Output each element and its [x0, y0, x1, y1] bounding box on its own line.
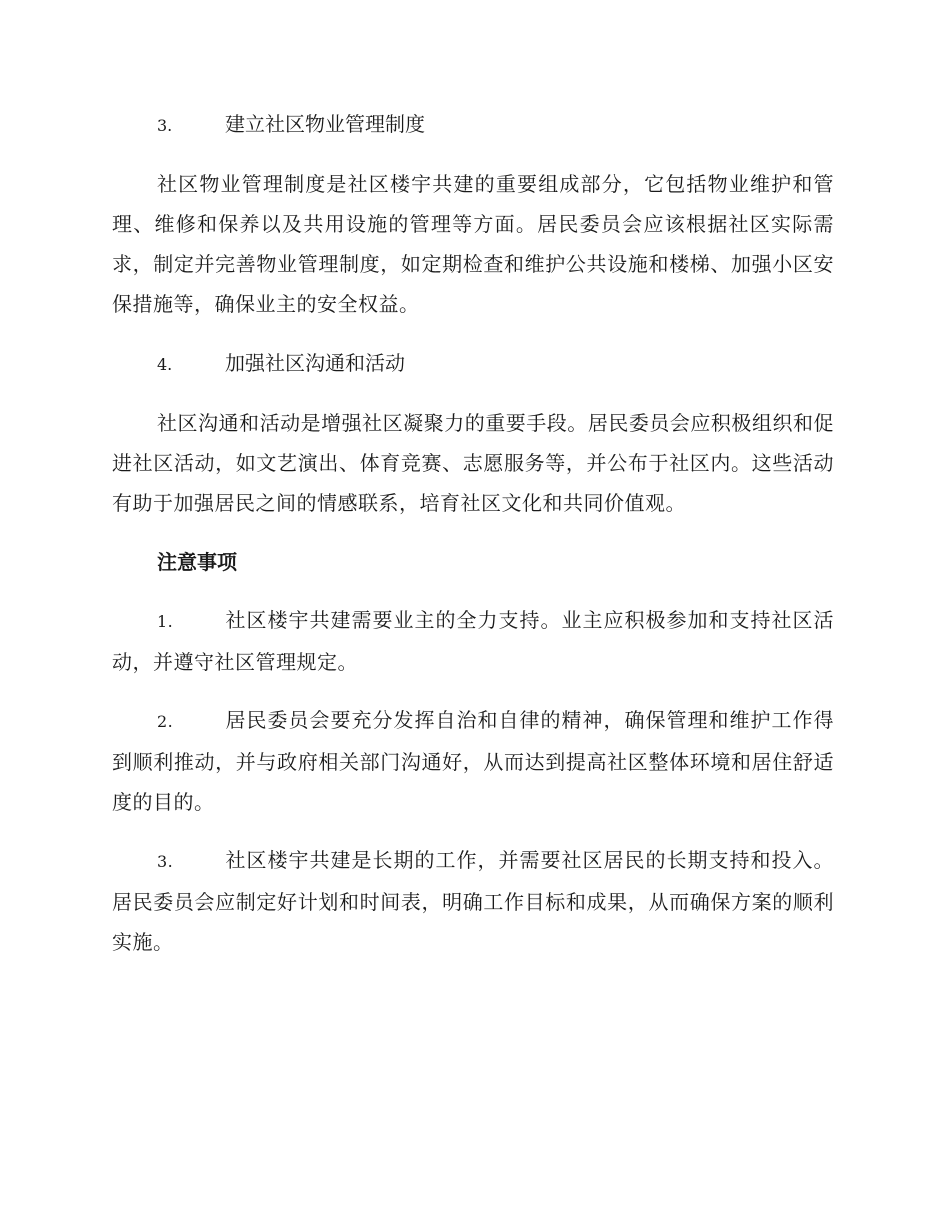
- section-body: 社区物业管理制度是社区楼宇共建的重要组成部分，它包括物业维护和管理、维修和保养以及共用设施的管理等方面。居民委员会应该根据社区实际需求，制定并完善物业管理制度，如定期检查和维护公共设施和楼梯、加强小区安保措施等，确保业主的安全权益。: [112, 172, 834, 316]
- note-item-3: [112, 840, 834, 962]
- section-heading-3: [112, 104, 834, 146]
- section-title: 建立社区物业管理制度: [225, 112, 425, 136]
- note-number: 1.: [157, 612, 174, 631]
- note-text: 社区楼宇共建是长期的工作，并需要社区居民的长期支持和投入。居民委员会应制定好计划和时间表，明确工作目标和成果，从而确保方案的顺利实施。: [112, 848, 834, 954]
- note-number: 2.: [157, 712, 174, 731]
- section-title: 加强社区沟通和活动: [225, 351, 405, 375]
- notes-title: 注意事项: [157, 550, 237, 574]
- section-heading-4: [112, 343, 834, 385]
- section-number: 4.: [157, 355, 173, 374]
- note-text: 居民委员会要充分发挥自治和自律的精神，确保管理和维护工作得到顺利推动，并与政府相关部门沟通好，从而达到提高社区整体环境和居住舒适度的目的。: [112, 708, 834, 814]
- note-item-2: [112, 700, 834, 822]
- note-number: 3.: [157, 852, 174, 871]
- note-item-1: [112, 600, 834, 682]
- section-number: 3.: [157, 116, 173, 135]
- section-body: 社区沟通和活动是增强社区凝聚力的重要手段。居民委员会应积极组织和促进社区活动，如文艺演出、体育竞赛、志愿服务等，并公布于社区内。这些活动有助于加强居民之间的情感联系，培育社区文化和共同价值观。: [112, 411, 834, 515]
- document-page: [112, 104, 834, 980]
- note-text: 社区楼宇共建需要业主的全力支持。业主应积极参加和支持社区活动，并遵守社区管理规定。: [112, 608, 834, 674]
